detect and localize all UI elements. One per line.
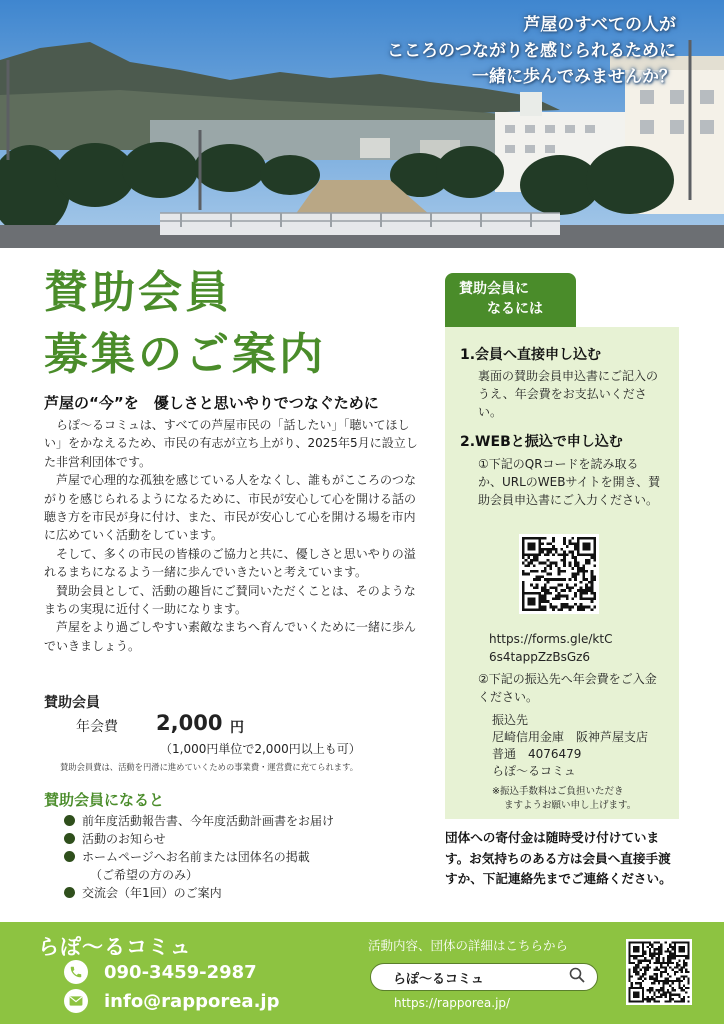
benefit-subtext: （ご希望の方のみ） <box>90 868 199 882</box>
howto-tab <box>445 273 576 327</box>
donation-note: 団体への寄付金は随時受け付けています。お気持ちのある方は会員へ直接手渡すか、下記連絡先までご連絡ください。 <box>445 830 672 886</box>
step1-text: 裏面の賛助会員申込書にご記入のうえ、年会費をお支払いください。 <box>478 369 659 419</box>
bank-info <box>492 712 648 780</box>
howto-tab-line-1: 賛助会員に <box>459 281 529 297</box>
fee-unit: 円 <box>230 720 244 736</box>
benefit-item <box>64 812 334 830</box>
title-line-2: 募集のご案内 <box>44 329 326 380</box>
bank-account: 普通 4076479 <box>492 747 582 761</box>
form-url-line-1: https://forms.gle/ktC <box>489 632 613 646</box>
benefit-text: 活動のお知らせ <box>82 832 166 846</box>
bullet-icon <box>64 887 75 898</box>
bank-note-line-2: ますようお願い申し上げます。 <box>504 800 637 811</box>
intro-paragraph: 賛助会員として、活動の趣旨にご賛同いただくことは、そのようなまちの実現に近付く一助になります。 <box>44 583 416 617</box>
intro-heading: 芦屋の“今”を 優しさと思いやりでつなぐために <box>44 394 379 412</box>
intro-paragraph: らぽ～るコミュは、すべての芦屋市民の「話したい」「聴いてほしい」をかなえるため、市民の有志が立ち上がり、2025年5月に設立した非営利団体です。 <box>44 418 418 469</box>
qr-code-form[interactable] <box>519 534 599 614</box>
bank-note-line-1: ※振込手数料はご負担いただき <box>492 786 624 797</box>
bullet-icon <box>64 851 75 862</box>
howto-tab-line-2: なるには <box>487 301 543 317</box>
search-box-text: らぽ～るコミュ <box>393 971 484 987</box>
step1-heading: 1.会員へ直接申し込む <box>460 347 602 363</box>
qr-code-website[interactable] <box>626 939 692 1005</box>
intro-body <box>44 416 420 655</box>
benefits-list <box>64 812 334 902</box>
fee-usage-note: 賛助会員費は、活動を円滑に進めていくための事業費・運営費に充てられます。 <box>60 762 359 772</box>
bank-fee-note <box>492 785 636 813</box>
intro-paragraph: 芦屋で心理的な孤独を感じている人をなくし、誰もがこころのつながりを感じられるようになるために、市民が安心して心を開ける話の聴き方を市民が身に付け、また、市民が安心して心を開ける場を市内に広めていく活動をしています。 <box>44 473 417 543</box>
benefits-heading: 賛助会員になると <box>44 791 165 809</box>
email-address: info@rapporea.jp <box>104 990 280 1012</box>
step2a-text: ①下記のQRコードを読み取るか、URLのWEBサイトを開き、賛助会員申込書にご入力ください。 <box>478 457 661 507</box>
benefit-item <box>64 884 334 902</box>
benefit-item <box>64 848 334 884</box>
benefit-text: 交流会（年1回）のご案内 <box>82 886 222 900</box>
bank-label: 振込先 <box>492 713 529 727</box>
email-row[interactable] <box>64 989 279 1013</box>
bank-holder: らぽ～るコミュ <box>492 764 576 778</box>
benefit-item <box>64 830 334 848</box>
title-line-1: 賛助会員 <box>44 267 232 318</box>
form-url[interactable] <box>489 630 612 666</box>
search-icon <box>569 967 585 987</box>
hero-tagline <box>387 12 676 90</box>
intro-paragraph: 芦屋をより過ごしやすい素敵なまちへ育んでいくために一緒に歩んでいきましょう。 <box>44 620 417 653</box>
fee-heading: 賛助会員 <box>44 695 100 711</box>
footer-org-name: らぽ～るコミュ <box>38 935 192 959</box>
fee-label: 年会費 <box>76 719 118 735</box>
bullet-icon <box>64 815 75 826</box>
tagline-line-1: 芦屋のすべての人が <box>523 15 676 35</box>
footer-url[interactable]: https://rapporea.jp/ <box>394 996 511 1010</box>
benefit-text: 前年度活動報告書、今年度活動計画書をお届け <box>82 814 335 828</box>
bullet-icon <box>64 833 75 844</box>
intro-paragraph: そして、多くの市民の皆様のご協力と共に、優しさと思いやりの溢れるまちになるよう一緒に歩んでいきたいと考えています。 <box>44 546 416 580</box>
fee-subnote: （1,000円単位で2,000円以上も可） <box>160 742 361 756</box>
step2-heading: 2.WEBと振込で申し込む <box>460 434 623 450</box>
tagline-line-2: こころのつながりを感じられるために <box>387 41 676 61</box>
footer-caption: 活動内容、団体の詳細はこちらから <box>368 938 569 953</box>
phone-row[interactable] <box>64 960 257 984</box>
page-title <box>44 262 326 386</box>
hero-photo <box>0 0 724 248</box>
form-url-line-2: 6s4tappZzBsGz6 <box>489 650 591 664</box>
tagline-line-3: 一緒に歩んでみませんか？ <box>472 67 676 87</box>
phone-icon <box>64 960 88 984</box>
benefit-text: ホームページへお名前または団体名の掲載 <box>82 850 310 864</box>
phone-number: 090-3459-2987 <box>104 961 257 983</box>
fee-amount: 2,000 <box>156 711 223 735</box>
step2b-text: ②下記の振込先へ年会費をご入金ください。 <box>478 672 657 704</box>
bank-name: 尼崎信用金庫 阪神芦屋支店 <box>492 730 649 744</box>
mail-icon <box>64 989 88 1013</box>
search-box[interactable] <box>370 963 598 991</box>
